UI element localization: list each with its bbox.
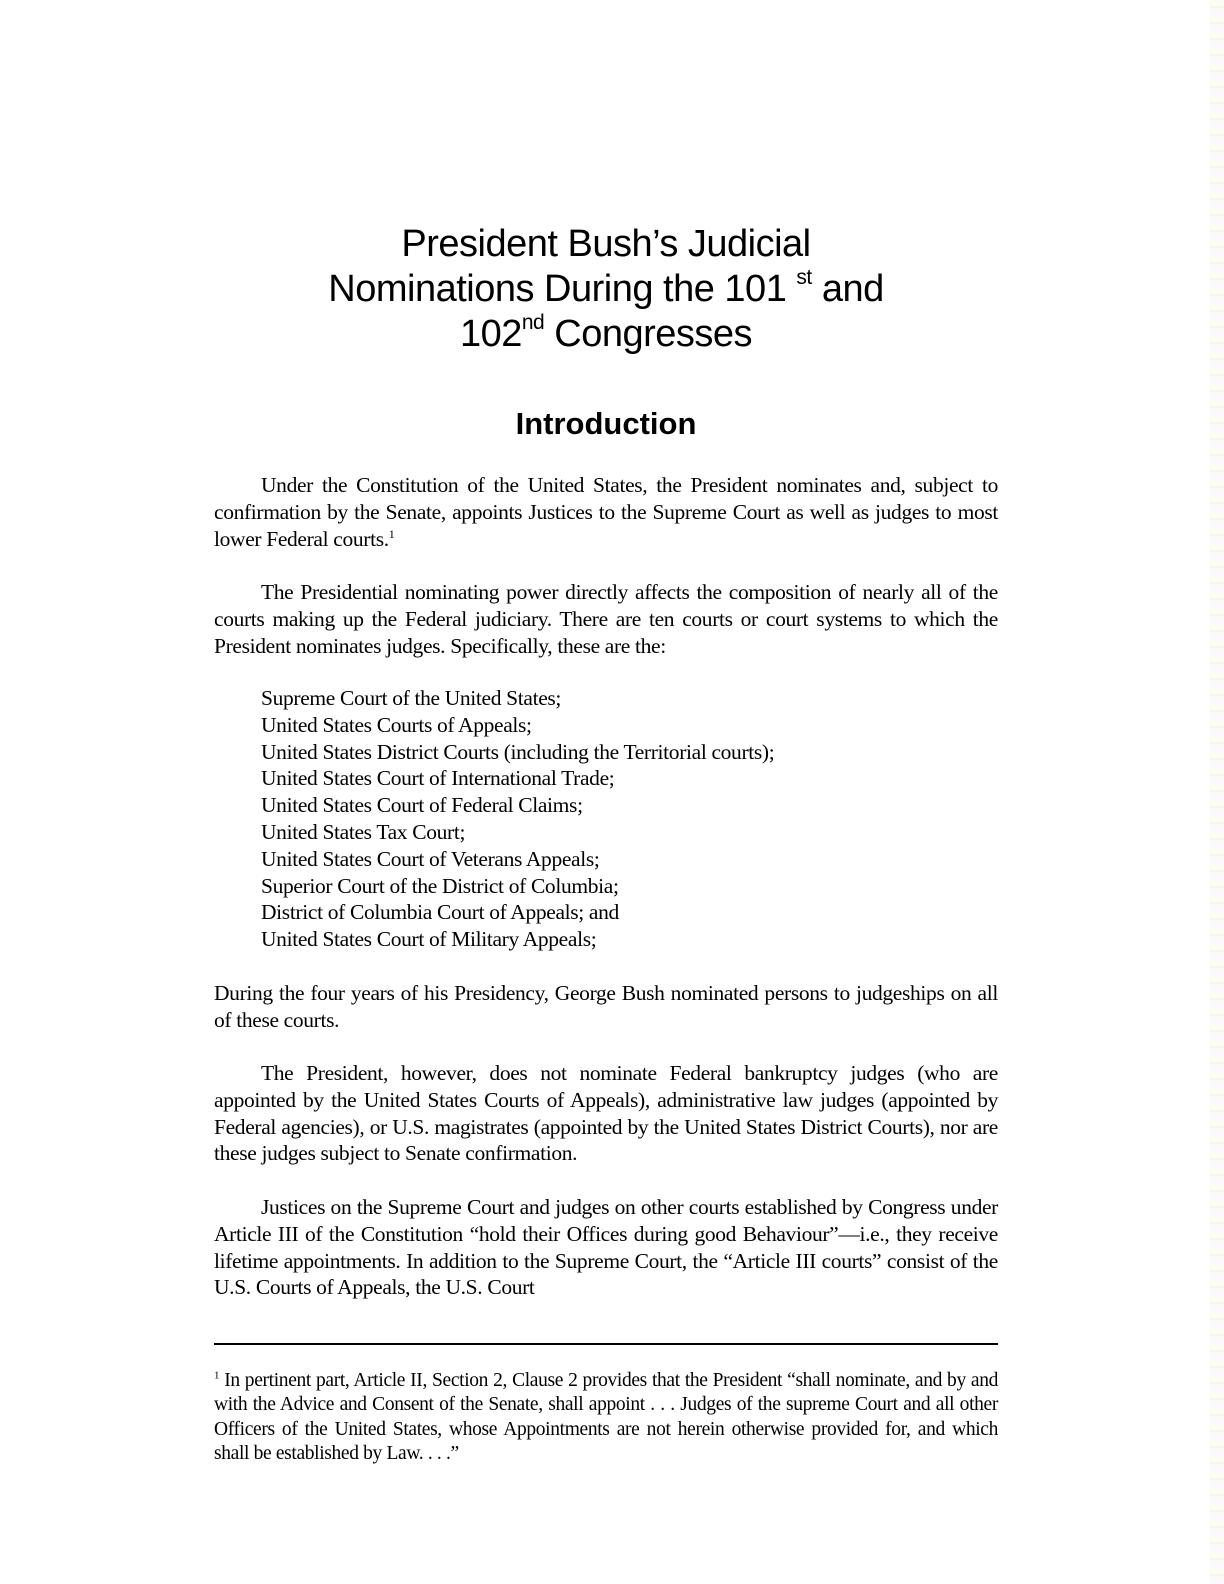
footnote-number: 1 [214,1369,220,1382]
court-list-item: District of Columbia Court of Appeals; and [261,900,619,925]
paragraph-bush-nominations: During the four years of his Presidency, George Bush nominated persons to judgeships on all of these courts. [214,981,998,1032]
title-line-3-text: Congresses [554,313,753,355]
court-list-item: United States District Courts (including the Territorial courts); [261,739,775,764]
paragraph-nominating-power: The Presidential nominating power directly affects the composition of nearly all of the courts making up the Federal judiciary. There are ten courts or court systems to which the President nominates judges. Specifically, these are the: [214,580,998,658]
court-list-item: Superior Court of the District of Columbia; [261,873,619,898]
title-ordinal-st: st [796,266,812,289]
title-line-3 [214,312,998,357]
court-list-item: United States Court of Federal Claims; [261,793,583,818]
paragraph-intro [214,472,998,552]
court-list [261,685,774,953]
footnote-separator [214,1343,998,1345]
paragraph-bankruptcy-judges: The President, however, does not nominate Federal bankruptcy judges (who are appointed by the United States Courts of Appeals), administrative law judges (appointed by Federal agencies), or U.S. magistrates (appointed by the United States District Courts), nor are these judges subject to Senate confirmation. [214,1061,998,1166]
title-line-3-number: 102 [459,313,522,355]
section-heading: Introduction [515,406,697,441]
court-list-item: United States Court of International Trade; [261,766,615,791]
title-line-2 [214,267,998,312]
court-list-item: Supreme Court of the United States; [261,686,562,710]
paragraph-intro-text: Under the Constitution of the United States, the President nominates and, subject to confirmation by the Senate, appoints Justices to the Supreme Court as well as judges to most lower Federal courts. [214,473,998,551]
court-list-item: United States Courts of Appeals; [261,712,532,737]
court-list-item: United States Court of Military Appeals; [261,927,597,952]
paragraph-article-three: Justices on the Supreme Court and judges on other courts established by Congress under Article III of the Constitution “hold their Offices during good Behaviour”—i.e., they receive lifetime appointments. In addition to the Supreme Court, the “Article III courts” consist of the U.S. Courts of Appeals, the U.S. Court [214,1195,998,1300]
title-line-2-text: Nominations During the 101 [328,268,787,310]
footnote-ref[interactable]: 1 [388,526,395,541]
title-ordinal-nd: nd [521,311,545,334]
title-line-1: President Bush’s Judicial [401,223,811,265]
footnote [214,1369,998,1466]
document-title [214,222,998,357]
page-edge-artifact [1210,0,1224,1584]
court-list-item: United States Court of Veterans Appeals; [261,846,600,871]
court-list-item: United States Tax Court; [261,819,466,844]
footnote-text: In pertinent part, Article II, Section 2, Clause 2 provides that the President “shall nominate, and by and with the Advice and Consent of the Senate, shall appoint . . . Judges of the supreme Court and all other Officers of the United States, whose Appointments are not herein otherwise provided for, and which shall be established by Law. . . .” [214,1370,999,1464]
title-line-2-end: and [821,268,884,310]
